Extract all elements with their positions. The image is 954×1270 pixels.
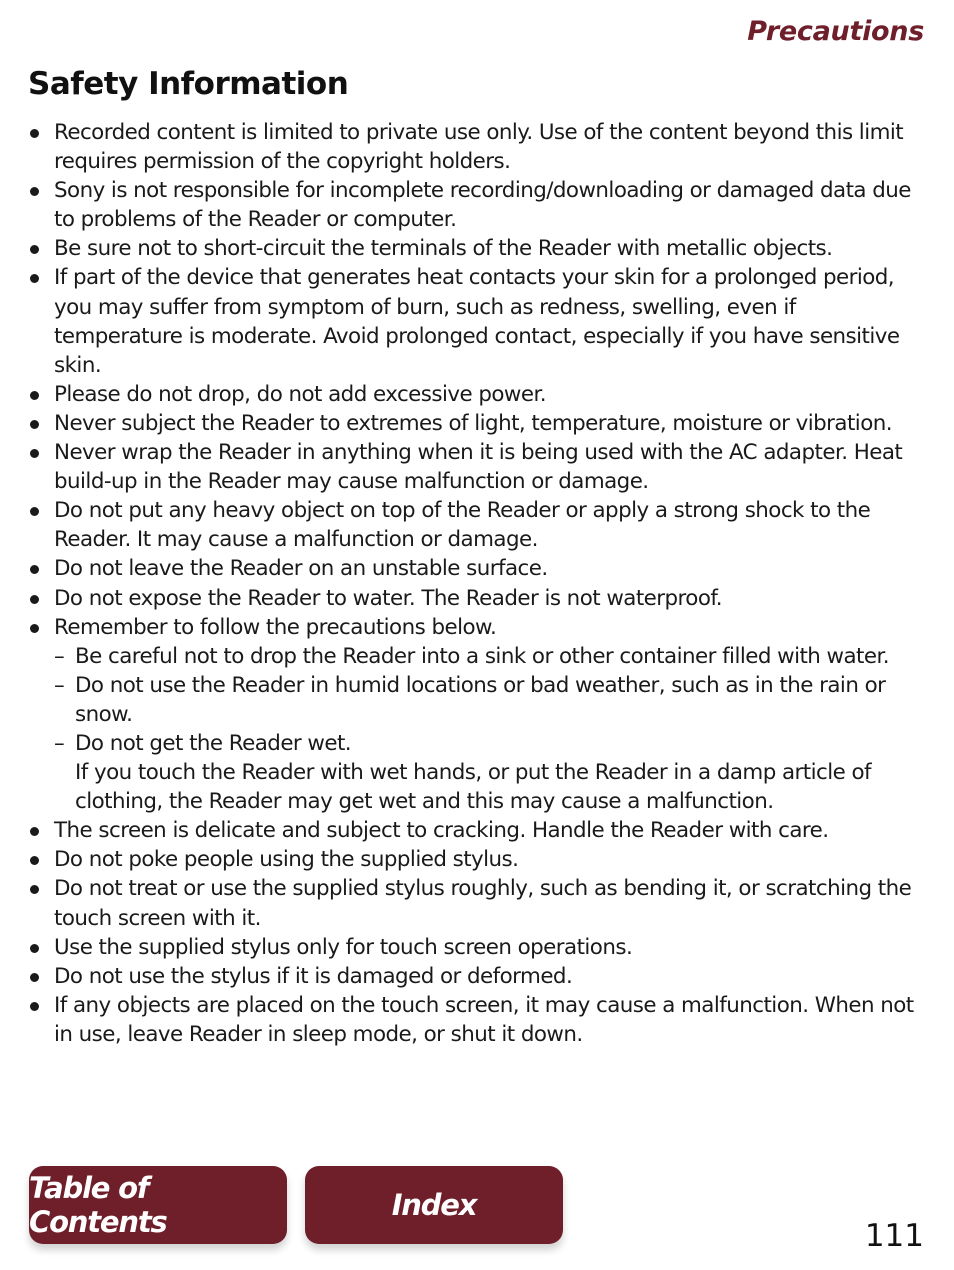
list-item (28, 845, 928, 874)
list-item-text: Do not put any heavy object on top of the Reader or apply a strong shock to the Reader. It may cause a malfunction or damage. (54, 498, 871, 553)
list-item-text: Sony is not responsible for incomplete recording/downloading or damaged data due to problems of the Reader or computer. (54, 178, 911, 233)
dash-icon: – (54, 643, 65, 669)
bullet-icon (30, 391, 39, 400)
bullet-icon (30, 885, 39, 894)
list-item (28, 816, 928, 845)
table-of-contents-button[interactable]: Table of Contents (29, 1166, 287, 1244)
list-item (28, 613, 928, 642)
list-item (28, 554, 928, 583)
list-item (28, 874, 928, 932)
bullet-icon (30, 973, 39, 982)
sub-list-item-text: Do not use the Reader in humid locations or bad weather, such as in the rain or snow. (75, 672, 886, 727)
list-item (28, 118, 928, 176)
list-item-text: If any objects are placed on the touch screen, it may cause a malfunction. When not in use, leave Reader in sleep mode, or shut it down. (54, 992, 914, 1047)
list-item-text: Use the supplied stylus only for touch screen operations. (54, 934, 633, 960)
list-item-text: Do not use the stylus if it is damaged or deformed. (54, 963, 573, 989)
section-label: Precautions (747, 16, 924, 47)
sub-list-item-text: Do not get the Reader wet. (75, 730, 352, 756)
list-item (28, 933, 928, 962)
list-item-text: Never wrap the Reader in anything when it is being used with the AC adapter. Heat build-up in the Reader may cause malfunction or damage. (54, 440, 903, 495)
page-number: 111 (864, 1218, 924, 1254)
list-item (28, 409, 928, 438)
list-item-text: Do not treat or use the supplied stylus roughly, such as bending it, or scratching the touch screen with it. (54, 876, 912, 931)
bullet-icon (30, 420, 39, 429)
list-item (28, 380, 928, 409)
list-item-text: Never subject the Reader to extremes of light, temperature, moisture or vibration. (54, 410, 892, 436)
list-item-text: Please do not drop, do not add excessive power. (54, 381, 546, 407)
list-item (28, 496, 928, 554)
bullet-icon (30, 1002, 39, 1011)
dash-icon: – (54, 730, 65, 756)
sub-list-item (28, 671, 928, 729)
bullet-icon (30, 565, 39, 574)
list-item-text: The screen is delicate and subject to cracking. Handle the Reader with care. (54, 818, 829, 844)
bullet-icon (30, 129, 39, 138)
list-item (28, 962, 928, 991)
bullet-icon (30, 449, 39, 458)
list-item-text: Be sure not to short-circuit the terminals of the Reader with metallic objects. (54, 236, 833, 262)
list-item-text: Remember to follow the precautions below. (54, 614, 497, 640)
list-item-text: If part of the device that generates heat contacts your skin for a prolonged period, you may suffer from symptom of burn, such as redness, swelling, even if temperature is moderate. Avoid prolonged contact, especially if you have sensitive skin. (54, 265, 900, 378)
list-item-text: Do not poke people using the supplied stylus. (54, 847, 519, 873)
bullet-icon (30, 624, 39, 633)
safety-list (28, 118, 928, 1049)
bullet-icon (30, 856, 39, 865)
list-item (28, 176, 928, 234)
index-button[interactable]: Index (305, 1166, 563, 1244)
bullet-icon (30, 944, 39, 953)
sub-list-item-text: Be careful not to drop the Reader into a sink or other container filled with water. (75, 643, 890, 669)
sub-list-item (28, 642, 928, 671)
list-item-text: Recorded content is limited to private use only. Use of the content beyond this limit requires permission of the copyright holders. (54, 120, 904, 175)
bullet-icon (30, 245, 39, 254)
list-item (28, 438, 928, 496)
bullet-icon (30, 507, 39, 516)
page-title: Safety Information (28, 66, 349, 102)
list-item-text: Do not leave the Reader on an unstable surface. (54, 556, 548, 582)
list-item (28, 991, 928, 1049)
bullet-icon (30, 595, 39, 604)
bullet-icon (30, 274, 39, 283)
list-item (28, 234, 928, 263)
bullet-icon (30, 827, 39, 836)
list-item (28, 584, 928, 613)
sub-list-item-note: If you touch the Reader with wet hands, or put the Reader in a damp article of clothing, the Reader may get wet and this may cause a malfunction. (75, 760, 871, 815)
dash-icon: – (54, 672, 65, 698)
list-item-text: Do not expose the Reader to water. The Reader is not waterproof. (54, 585, 723, 611)
bullet-icon (30, 187, 39, 196)
sub-list-item (28, 729, 928, 816)
list-item (28, 263, 928, 379)
